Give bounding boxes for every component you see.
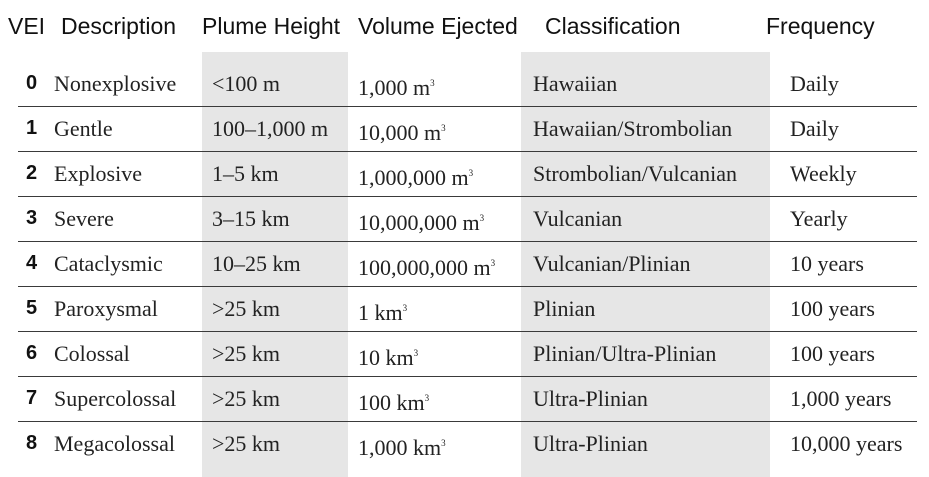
volume-exponent: 3 <box>441 123 446 133</box>
volume-exponent: 3 <box>468 168 474 178</box>
volume-value: 1,000 km <box>358 435 442 460</box>
frequency-cell: 1,000 years <box>790 386 892 411</box>
header-frequency: Frequency <box>766 13 875 39</box>
volume-value: 100,000,000 m <box>358 255 491 280</box>
frequency-cell: Daily <box>790 116 839 141</box>
vei-cell: 5 <box>26 297 38 319</box>
volume-exponent: 3 <box>479 213 485 223</box>
table-row <box>18 151 917 196</box>
plume-height-cell: >25 km <box>212 431 281 456</box>
classification-cell: Plinian/Ultra-Plinian <box>533 341 717 366</box>
volume-exponent: 3 <box>430 78 435 88</box>
vei-cell: 3 <box>26 207 38 229</box>
plume-height-cell: 1–5 km <box>212 161 279 186</box>
table-row <box>18 331 917 376</box>
vei-cell: 7 <box>26 387 38 409</box>
volume-ejected-cell <box>358 331 418 376</box>
classification-cell: Ultra-Plinian <box>533 386 648 411</box>
table-row <box>18 421 917 466</box>
table-row <box>18 241 917 286</box>
frequency-cell: 100 years <box>790 341 875 366</box>
classification-cell: Vulcanian <box>533 206 623 231</box>
frequency-cell: 10 years <box>790 251 864 276</box>
header-plume-height: Plume Height <box>202 13 341 39</box>
description-cell: Supercolossal <box>54 386 177 411</box>
classification-cell: Ultra-Plinian <box>533 431 648 456</box>
description-cell: Nonexplosive <box>54 71 177 96</box>
classification-cell: Hawaiian/Strombolian <box>533 116 733 141</box>
classification-cell: Hawaiian <box>533 71 618 96</box>
volume-ejected-cell <box>358 106 446 151</box>
header-volume-ejected: Volume Ejected <box>358 13 518 39</box>
description-cell: Gentle <box>54 116 113 141</box>
volume-ejected-cell <box>358 421 446 466</box>
description-cell: Cataclysmic <box>54 251 163 276</box>
plume-height-cell: >25 km <box>212 386 281 411</box>
table-row <box>18 106 917 151</box>
frequency-cell: 10,000 years <box>790 431 903 456</box>
volume-value: 10 km <box>358 345 414 370</box>
vei-cell: 0 <box>26 72 38 94</box>
header-description: Description <box>61 13 177 39</box>
volume-exponent: 3 <box>441 438 446 448</box>
classification-cell: Plinian <box>533 296 596 321</box>
volume-exponent: 3 <box>402 303 408 313</box>
description-cell: Severe <box>54 206 114 231</box>
volume-value: 1 km <box>358 300 403 325</box>
plume-height-cell: >25 km <box>212 296 281 321</box>
volume-ejected-cell <box>358 151 473 196</box>
volume-value: 10,000 m <box>358 120 442 145</box>
vei-cell: 2 <box>26 162 38 184</box>
description-cell: Megacolossal <box>54 431 175 456</box>
plume-height-cell: <100 m <box>212 71 281 96</box>
volume-exponent: 3 <box>424 393 430 403</box>
frequency-cell: Weekly <box>790 161 857 186</box>
header-vei: VEI <box>8 13 46 39</box>
frequency-cell: Yearly <box>790 206 848 231</box>
volume-exponent: 3 <box>490 258 496 268</box>
header-classification: Classification <box>545 13 681 39</box>
description-cell: Colossal <box>54 341 130 366</box>
classification-cell: Strombolian/Vulcanian <box>533 161 737 186</box>
table-row <box>18 376 917 421</box>
table-row <box>18 61 917 106</box>
volume-exponent: 3 <box>413 348 419 358</box>
volume-value: 1,000 m <box>358 75 431 100</box>
vei-cell: 4 <box>26 252 38 274</box>
table-row <box>18 286 917 331</box>
vei-cell: 8 <box>26 432 38 454</box>
frequency-cell: 100 years <box>790 296 875 321</box>
volume-value: 10,000,000 m <box>358 210 480 235</box>
plume-height-cell: 100–1,000 m <box>212 116 329 141</box>
volume-ejected-cell <box>358 61 435 106</box>
frequency-cell: Daily <box>790 71 839 96</box>
volume-ejected-cell <box>358 241 495 286</box>
plume-height-cell: 3–15 km <box>212 206 290 231</box>
classification-cell: Vulcanian/Plinian <box>533 251 691 276</box>
volume-ejected-cell <box>358 376 429 421</box>
description-cell: Explosive <box>54 161 142 186</box>
volume-value: 100 km <box>358 390 425 415</box>
plume-height-cell: >25 km <box>212 341 281 366</box>
volume-value: 1,000,000 m <box>358 165 469 190</box>
volume-ejected-cell <box>358 286 407 331</box>
description-cell: Paroxysmal <box>54 296 158 321</box>
plume-height-cell: 10–25 km <box>212 251 301 276</box>
volume-ejected-cell <box>358 196 484 241</box>
vei-cell: 1 <box>26 117 38 139</box>
table-row <box>18 196 917 241</box>
vei-cell: 6 <box>26 342 38 364</box>
